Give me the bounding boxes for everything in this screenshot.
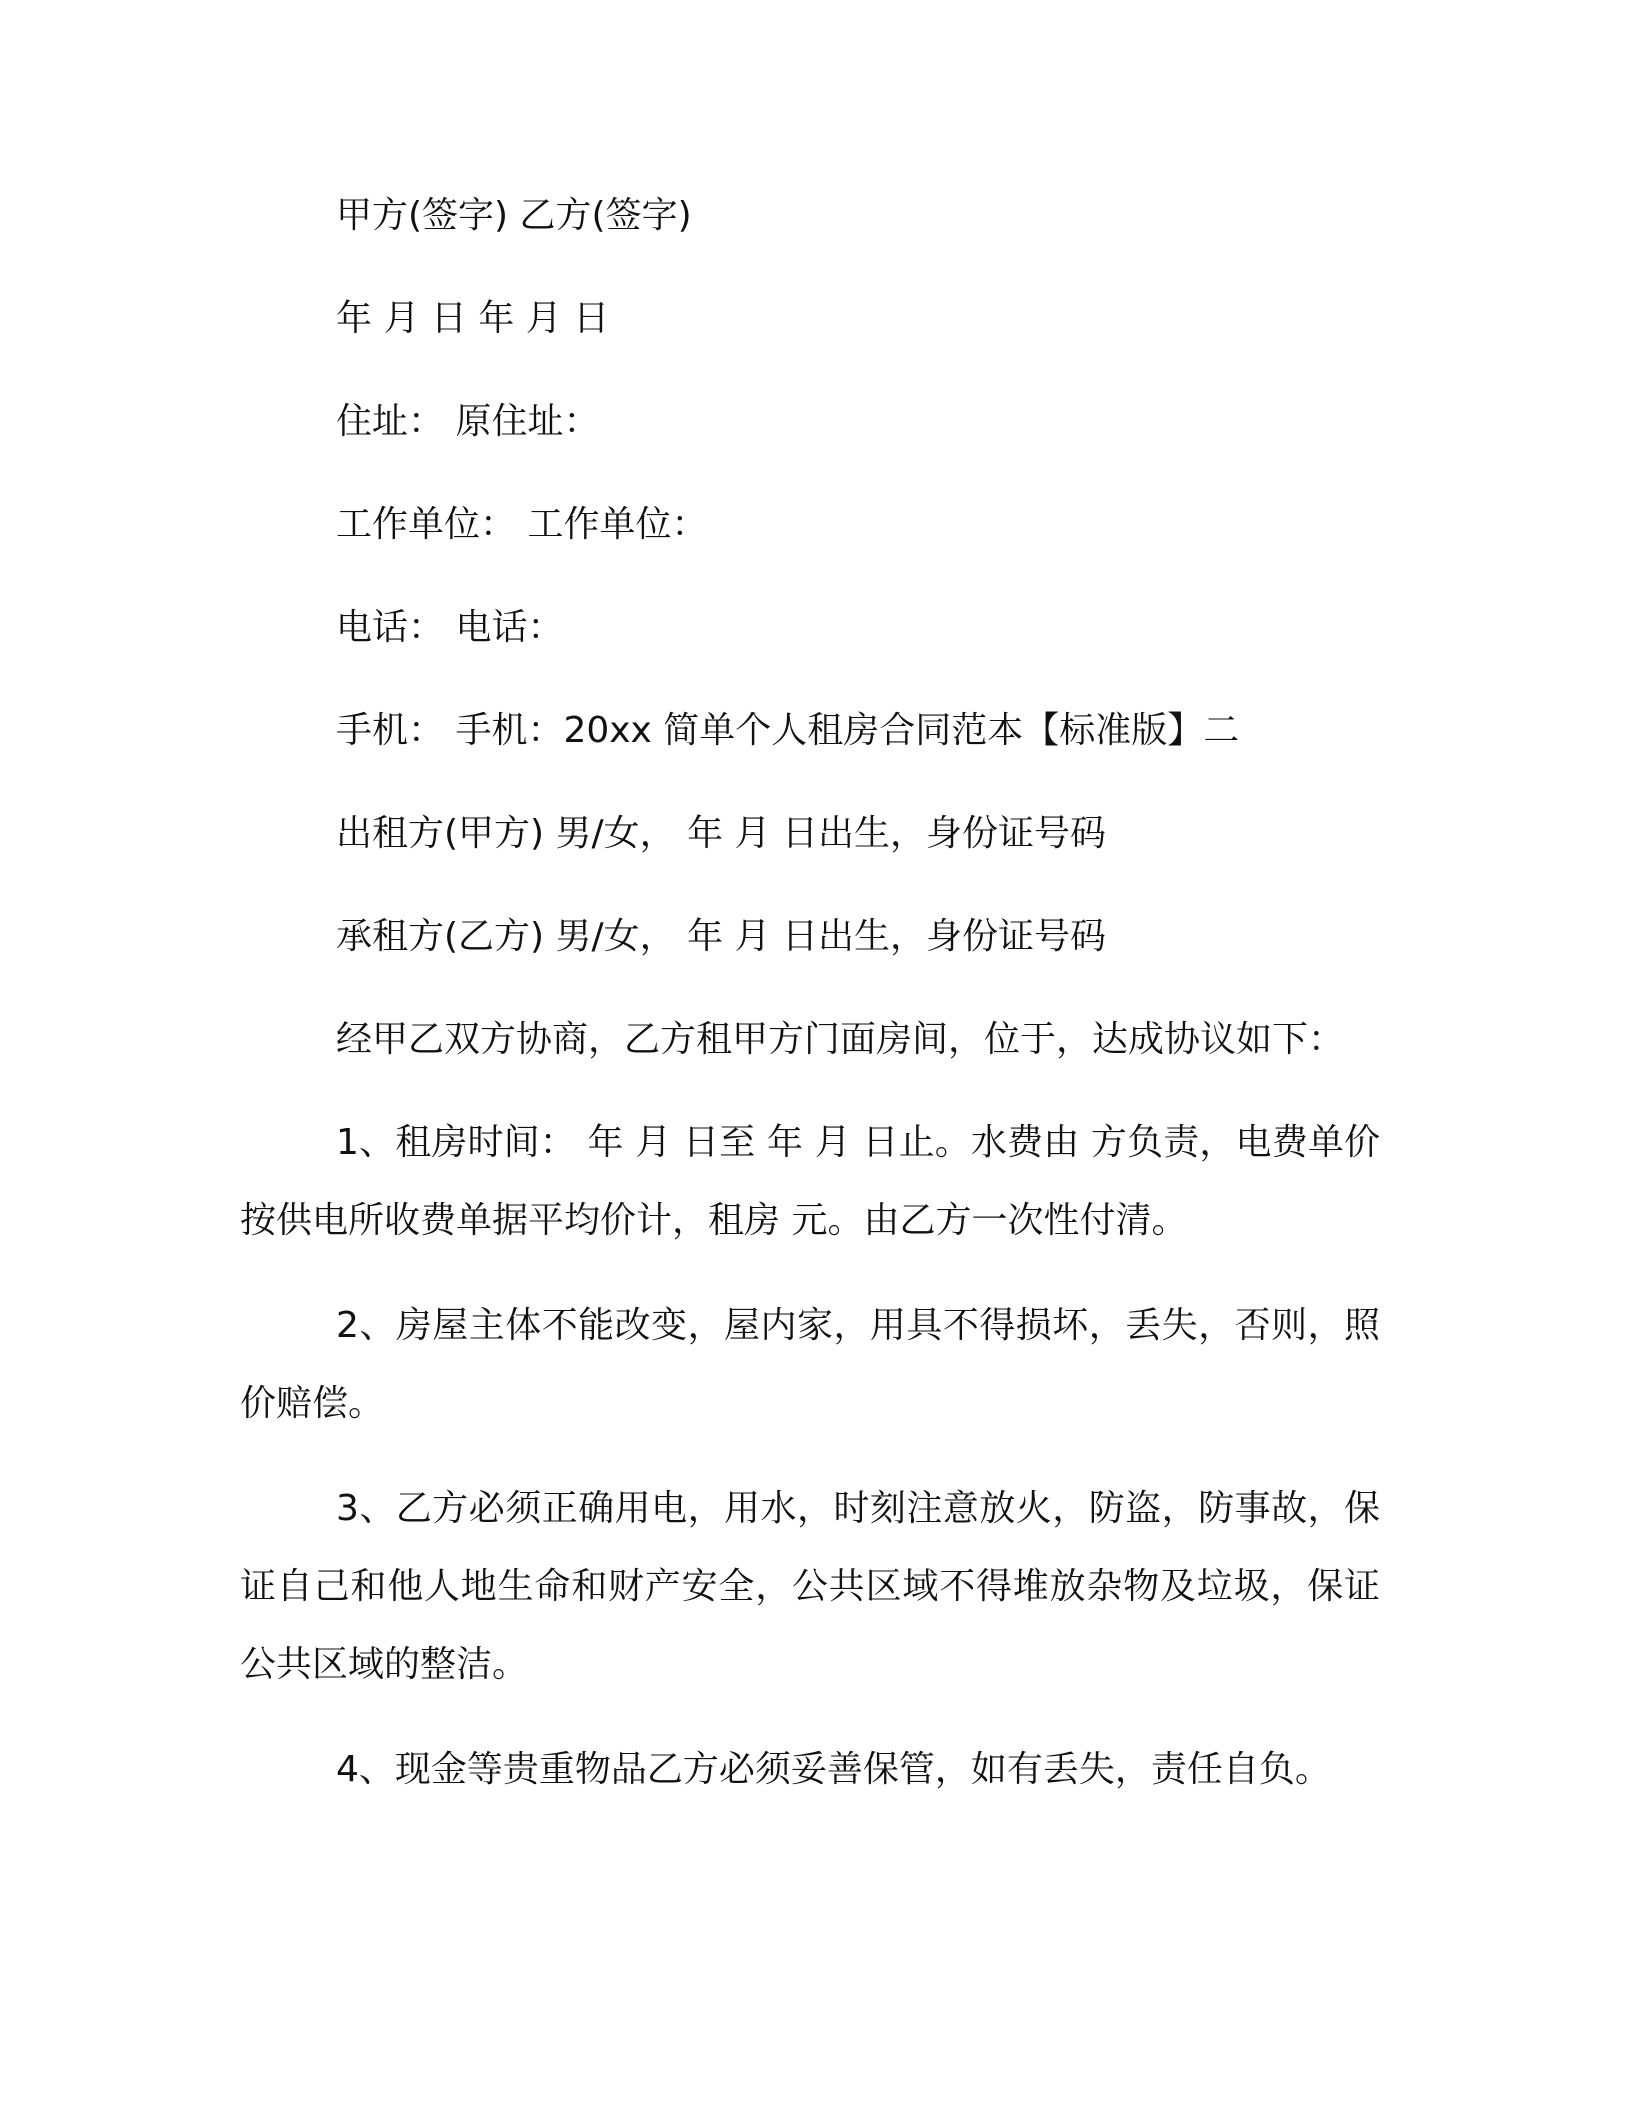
document-body: [240, 190, 1380, 1849]
clause-1: 1、租房时间： 年 月 日至 年 月 日止。水费由 方负责，电费单价按供电所收费单据平均价计，租房 元。由乙方一次性付清。: [240, 1122, 1380, 1241]
clause-4: 4、现金等贵重物品乙方必须妥善保管，如有丢失，责任自负。: [336, 1749, 1331, 1790]
agreement-intro: 经甲乙双方协商，乙方租甲方门面房间，位于，达成协议如下：: [336, 1019, 1345, 1060]
address-line: 住址： 原住址：: [336, 401, 600, 442]
lessee-line: 承租方(乙方) 男/女， 年 月 日出生，身份证号码: [336, 916, 1106, 957]
phone-line: 电话： 电话：: [336, 607, 564, 648]
lessor-line: 出租方(甲方) 男/女， 年 月 日出生，身份证号码: [336, 813, 1106, 854]
work-unit-line: 工作单位： 工作单位：: [336, 504, 708, 545]
clause-2: 2、房屋主体不能改变，屋内家，用具不得损坏，丢失，否则，照价赔偿。: [240, 1305, 1380, 1424]
mobile-line: 手机： 手机：20xx 简单个人租房合同范本【标准版】二: [336, 710, 1240, 751]
date-line: 年 月 日 年 月 日: [336, 298, 610, 339]
clause-3: 3、乙方必须正确用电，用水，时刻注意放火，防盗，防事故，保证自己和他人地生命和财产安全，公共区域不得堆放杂物及垃圾，保证公共区域的整洁。: [240, 1488, 1380, 1685]
signature-line: 甲方(签字) 乙方(签字): [336, 195, 692, 236]
